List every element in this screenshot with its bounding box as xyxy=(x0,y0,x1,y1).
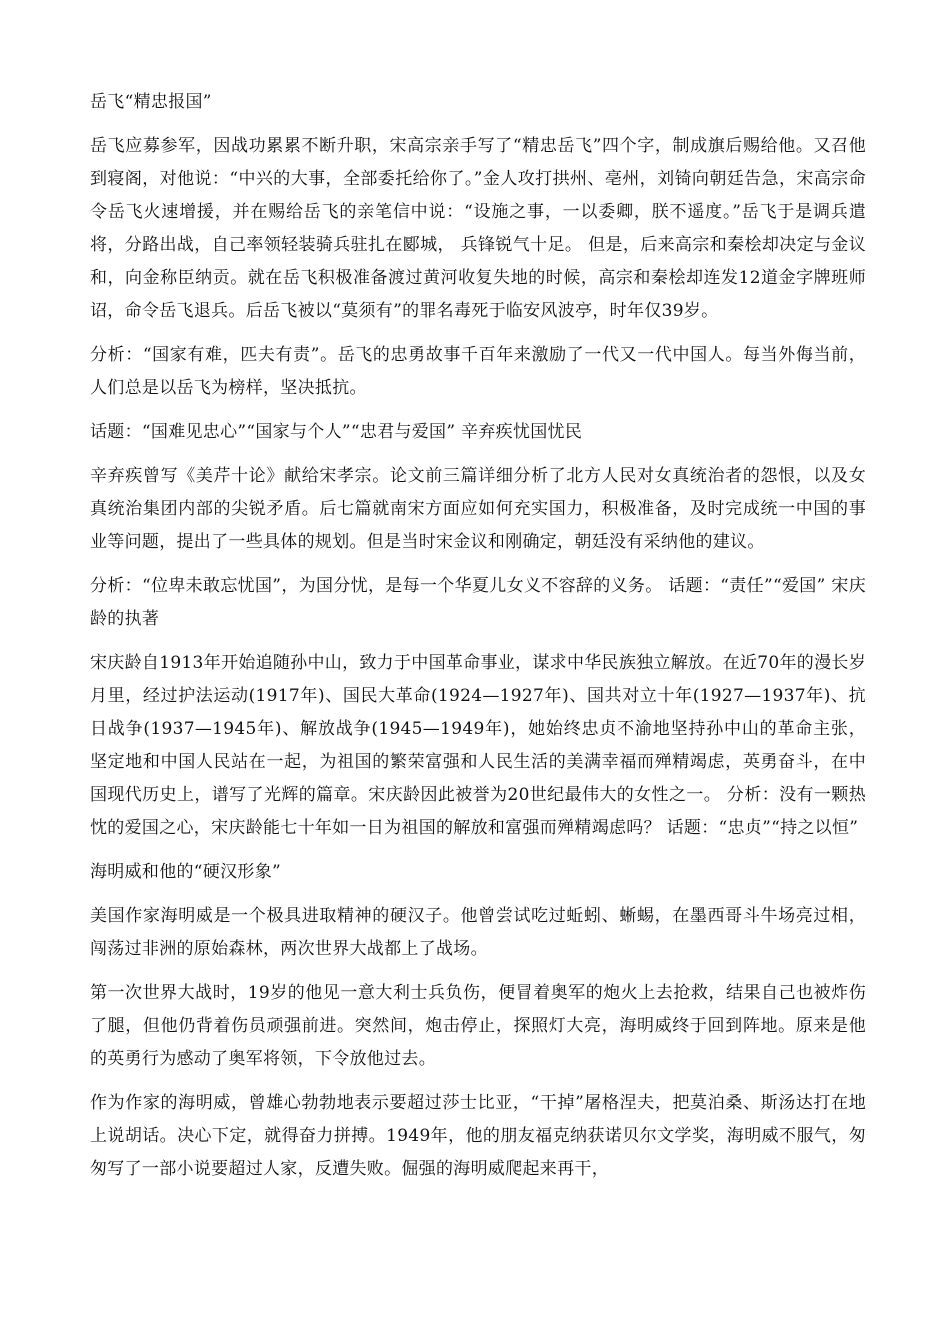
paragraph-yuefei-analysis: 分析：“国家有难，匹夫有责”。岳飞的忠勇故事千百年来激励了一代又一代中国人。每当外侮当前，人们总是以岳飞为榜样，坚决抵抗。 xyxy=(90,345,866,398)
paragraph-yuefei-story: 岳飞应募参军，因战功累累不断升职，宋高宗亲手写了“精忠岳飞”四个字，制成旗后赐给他。又召他到寝阁，对他说：“中兴的大事，全部委托给你了。”金人攻打拱州、亳州，刘锜向朝廷告急，宋高宗命令岳飞火速增援，并在赐给岳飞的亲笔信中说：“设施之事，一以委卿，朕不遥度。”岳飞于是调兵遣将，分路出战，自己率领轻装骑兵驻扎在郾城， 兵锋锐气十足。 但是，后来高宗和秦桧却决定与金议和，向金称臣纳贡。就在岳飞积极准备渡过黄河收复失地的时候，高宗和秦桧却连发12道金字牌班师诏，命令岳飞退兵。后岳飞被以“莫须有”的罪名毒死于临安风波亭，时年仅39岁。 xyxy=(90,136,866,321)
heading-yuefei: 岳飞“精忠报国” xyxy=(90,92,212,112)
document-page xyxy=(90,86,866,1197)
paragraph-xinqiji-analysis: 分析：“位卑未敢忘忧国”，为国分忧，是每一个华夏儿女义不容辞的义务。 话题：“责任”“爱国” 宋庆龄的执著 xyxy=(90,576,866,629)
paragraph-topic-xinqiji: 话题：“国难见忠心”“国家与个人”“忠君与爱国” 辛弃疾忧国忧民 xyxy=(90,422,583,442)
paragraph-hemingway-intro: 美国作家海明威是一个极具进取精神的硬汉子。他曾尝试吃过蚯蚓、蜥蜴，在墨西哥斗牛场亮过相，闯荡过非洲的原始森林，两次世界大战都上了战场。 xyxy=(90,906,866,959)
paragraph-xinqiji-story: 辛弃疾曾写《美芹十论》献给宋孝宗。论文前三篇详细分析了北方人民对女真统治者的怨恨，以及女真统治集团内部的尖锐矛盾。后七篇就南宋方面应如何充实国力，积极准备，及时完成统一中国的事业等问题，提出了一些具体的规划。但是当时宋金议和刚确定，朝廷没有采纳他的建议。 xyxy=(90,466,866,552)
paragraph-songqingling-story: 宋庆龄自1913年开始追随孙中山，致力于中国革命事业，谋求中华民族独立解放。在近70年的漫长岁月里，经过护法运动(1917年)、国民大革命(1924—1927年)、国共对立十年(1927—1937年)、抗日战争(1937—1945年)、解放战争(1945—1949年)，她始终忠贞不渝地坚持孙中山的革命主张，坚定地和中国人民站在一起，为祖国的繁荣富强和人民生活的美满幸福而殚精竭虑，英勇奋斗，在中国现代历史上，谱写了光辉的篇章。宋庆龄因此被誉为20世纪最伟大的女性之一。 分析：没有一颗热忱的爱国之心，宋庆龄能七十年如一日为祖国的解放和富强而殚精竭虑吗？ 话题：“忠贞”“持之以恒” xyxy=(90,653,866,838)
heading-hemingway: 海明威和他的“硬汉形象” xyxy=(90,862,281,882)
paragraph-hemingway-writer: 作为作家的海明威，曾雄心勃勃地表示要超过莎士比亚，“干掉”屠格涅夫，把莫泊桑、斯汤达打在地上说胡话。决心下定，就得奋力拼搏。1949年，他的朋友福克纳获诺贝尔文学奖，海明威不服气，匆匆写了一部小说要超过人家，反遭失败。倔强的海明威爬起来再干， xyxy=(90,1093,866,1179)
paragraph-hemingway-ww1: 第一次世界大战时，19岁的他见一意大利士兵负伤，便冒着奥军的炮火上去抢救，结果自己也被炸伤了腿，但他仍背着伤员顽强前进。突然间，炮击停止，探照灯大亮，海明威终于回到阵地。原来是他的英勇行为感动了奥军将领，下令放他过去。 xyxy=(90,983,866,1069)
